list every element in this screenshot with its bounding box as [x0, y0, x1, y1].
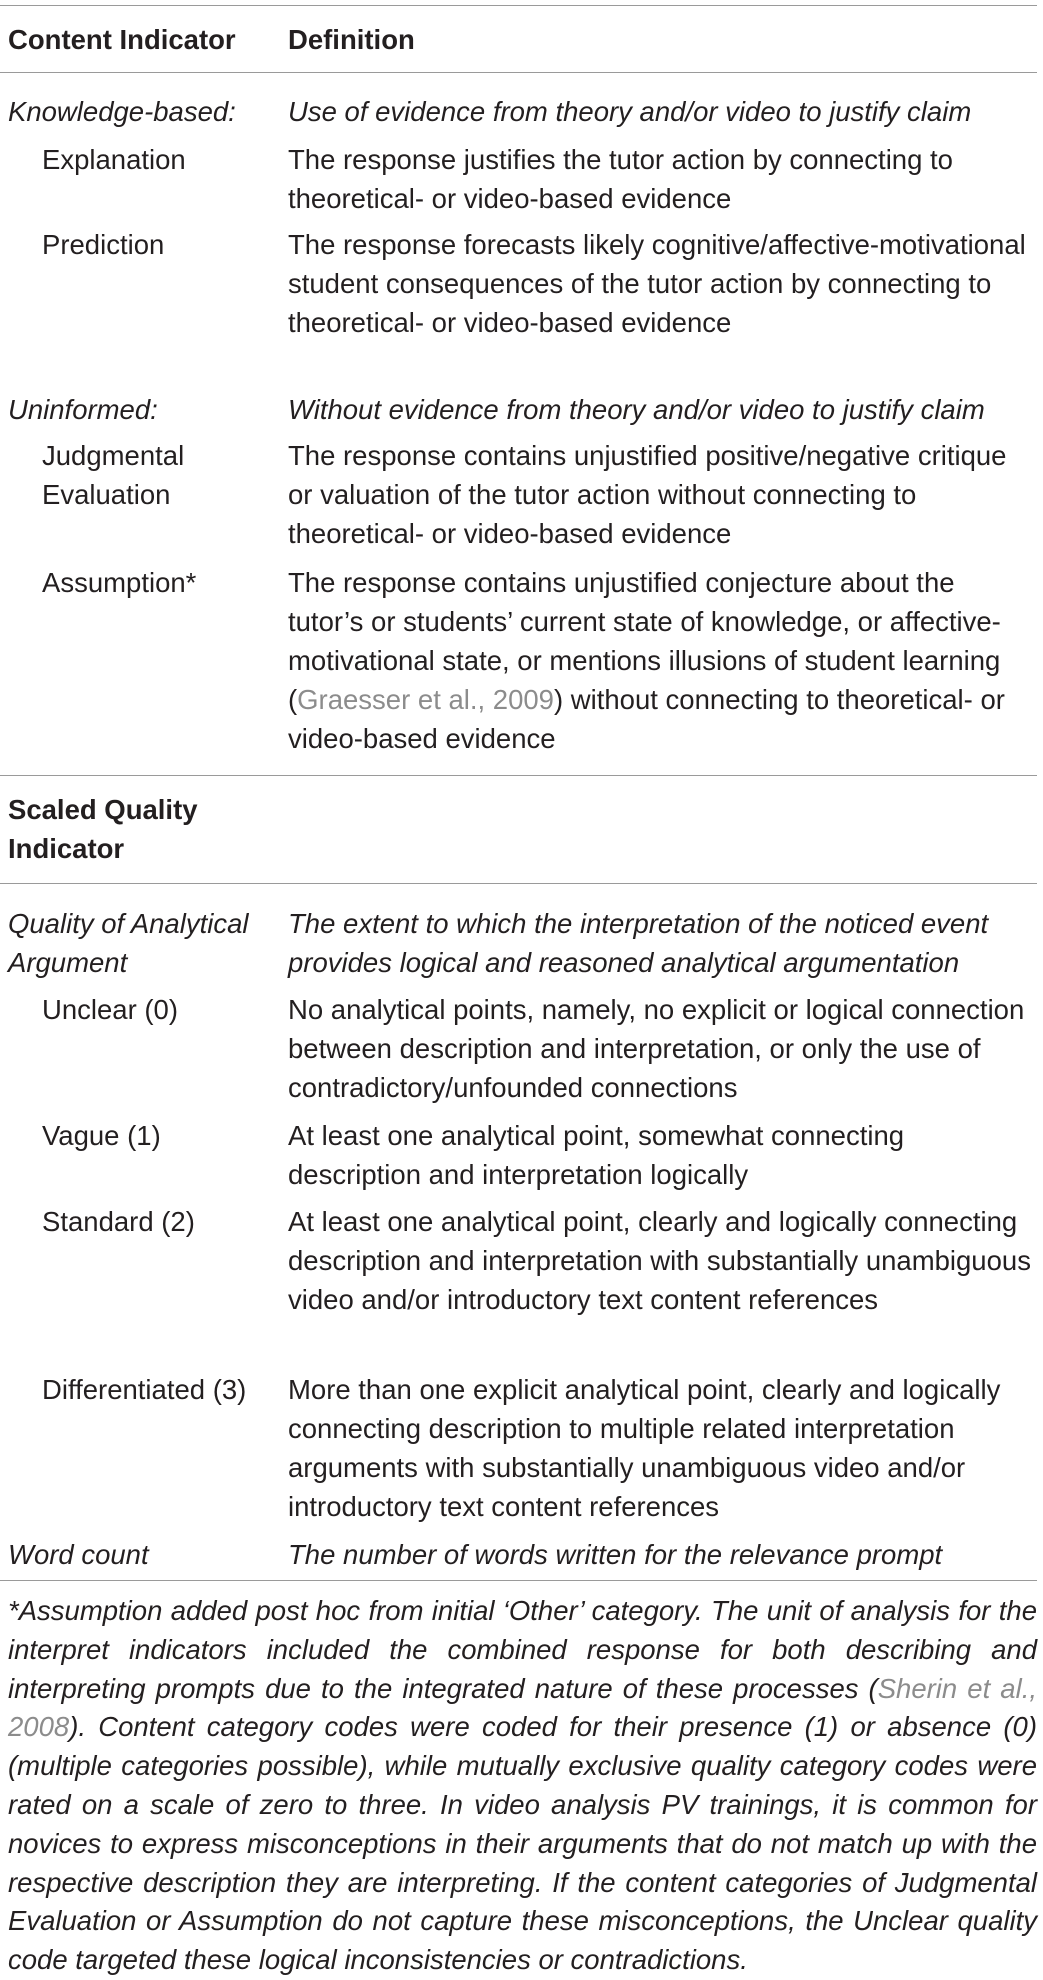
indicator-judgmental-evaluation: Judgmental Evaluation — [42, 440, 185, 510]
definition-quality-argument: The extent to which the interpretation of the noticed event provides logical and reasoned analytical argumentation — [288, 908, 989, 978]
section-rule — [0, 775, 1037, 776]
footnote-text: *Assumption added post hoc from initial ‘Other’ category. The unit of analysis for the interpret indicators included the combined response for both describing and interpreting prompts due to the integrated nature of these processes ( — [8, 1595, 1037, 1704]
definition-unclear: No analytical points, namely, no explicit or logical connection between description and interpretation, or only the use of contradictory/unfounded connections — [288, 994, 1025, 1103]
citation-graesser[interactable]: Graesser et al., 2009 — [297, 684, 554, 715]
indicator-explanation: Explanation — [42, 144, 186, 175]
indicator-differentiated: Differentiated (3) — [42, 1374, 247, 1405]
definition-assumption-text-end: ) without connecting to theoretical- or video-based evidence — [288, 684, 1005, 754]
indicator-uninformed: Uninformed: — [8, 394, 158, 425]
indicator-word-count: Word count — [8, 1539, 149, 1570]
definition-uninformed: Without evidence from theory and/or video to justify claim — [288, 394, 985, 425]
definition-word-count: The number of words written for the relevance prompt — [288, 1539, 943, 1570]
indicator-knowledge-based: Knowledge-based: — [8, 96, 236, 127]
table-bottom-rule — [0, 1580, 1037, 1581]
header-content-indicator: Content Indicator — [8, 24, 236, 55]
definition-assumption-text: The response contains unjustified conjecture about the tutor’s or students’ current state of knowledge, or affective-motivational state, or mentions illusions of student learning ( — [288, 567, 1001, 715]
indicator-assumption: Assumption* — [42, 567, 197, 598]
footnote-text-end: ). Content category codes were coded for their presence (1) or absence (0) (multiple categories possible), while mutually exclusive quality category codes were rated on a scale of zero to three. In video analysis PV trainings, it is common for novices to express misconceptions in their arguments that do not match up with the respective description they are interpreting. If the content categories of Judgmental Evaluation or Assumption do not capture these misconceptions, the Unclear quality code targeted these logical inconsistencies or contradictions. — [8, 1711, 1037, 1976]
table-footnote — [8, 1592, 1037, 1980]
quality-header-rule — [0, 883, 1037, 884]
table-top-rule — [0, 5, 1037, 6]
definition-explanation: The response justifies the tutor action by connecting to theoretical- or video-based evidence — [288, 144, 953, 214]
indicator-quality-argument: Quality of Analytical Argument — [8, 908, 249, 978]
indicator-standard: Standard (2) — [42, 1206, 195, 1237]
definition-vague: At least one analytical point, somewhat connecting description and interpretation logically — [288, 1120, 905, 1190]
definition-standard: At least one analytical point, clearly and logically connecting description and interpretation with substantially unambiguous video and/or introductory text content references — [288, 1206, 1031, 1315]
indicator-unclear: Unclear (0) — [42, 994, 179, 1025]
definition-prediction: The response forecasts likely cognitive/affective-motivational student consequences of the tutor action by connecting to theoretical- or video-based evidence — [288, 229, 1026, 338]
definition-judgmental-evaluation: The response contains unjustified positive/negative critique or valuation of the tutor action without connecting to theoretical- or video-based evidence — [288, 440, 1007, 549]
definition-differentiated: More than one explicit analytical point, clearly and logically connecting description to multiple related interpretation arguments with substantially unambiguous video and/or introductory text content references — [288, 1374, 1001, 1522]
header-definition: Definition — [288, 24, 415, 55]
definition-assumption — [288, 563, 1033, 758]
indicator-vague: Vague (1) — [42, 1120, 161, 1151]
definition-knowledge-based: Use of evidence from theory and/or video to justify claim — [288, 96, 972, 127]
indicator-prediction: Prediction — [42, 229, 165, 260]
citation-sherin[interactable]: Sherin et al., 2008 — [8, 1672, 1037, 1743]
header-scaled-quality-indicator: Scaled Quality Indicator — [8, 794, 198, 864]
header-rule — [0, 72, 1037, 73]
